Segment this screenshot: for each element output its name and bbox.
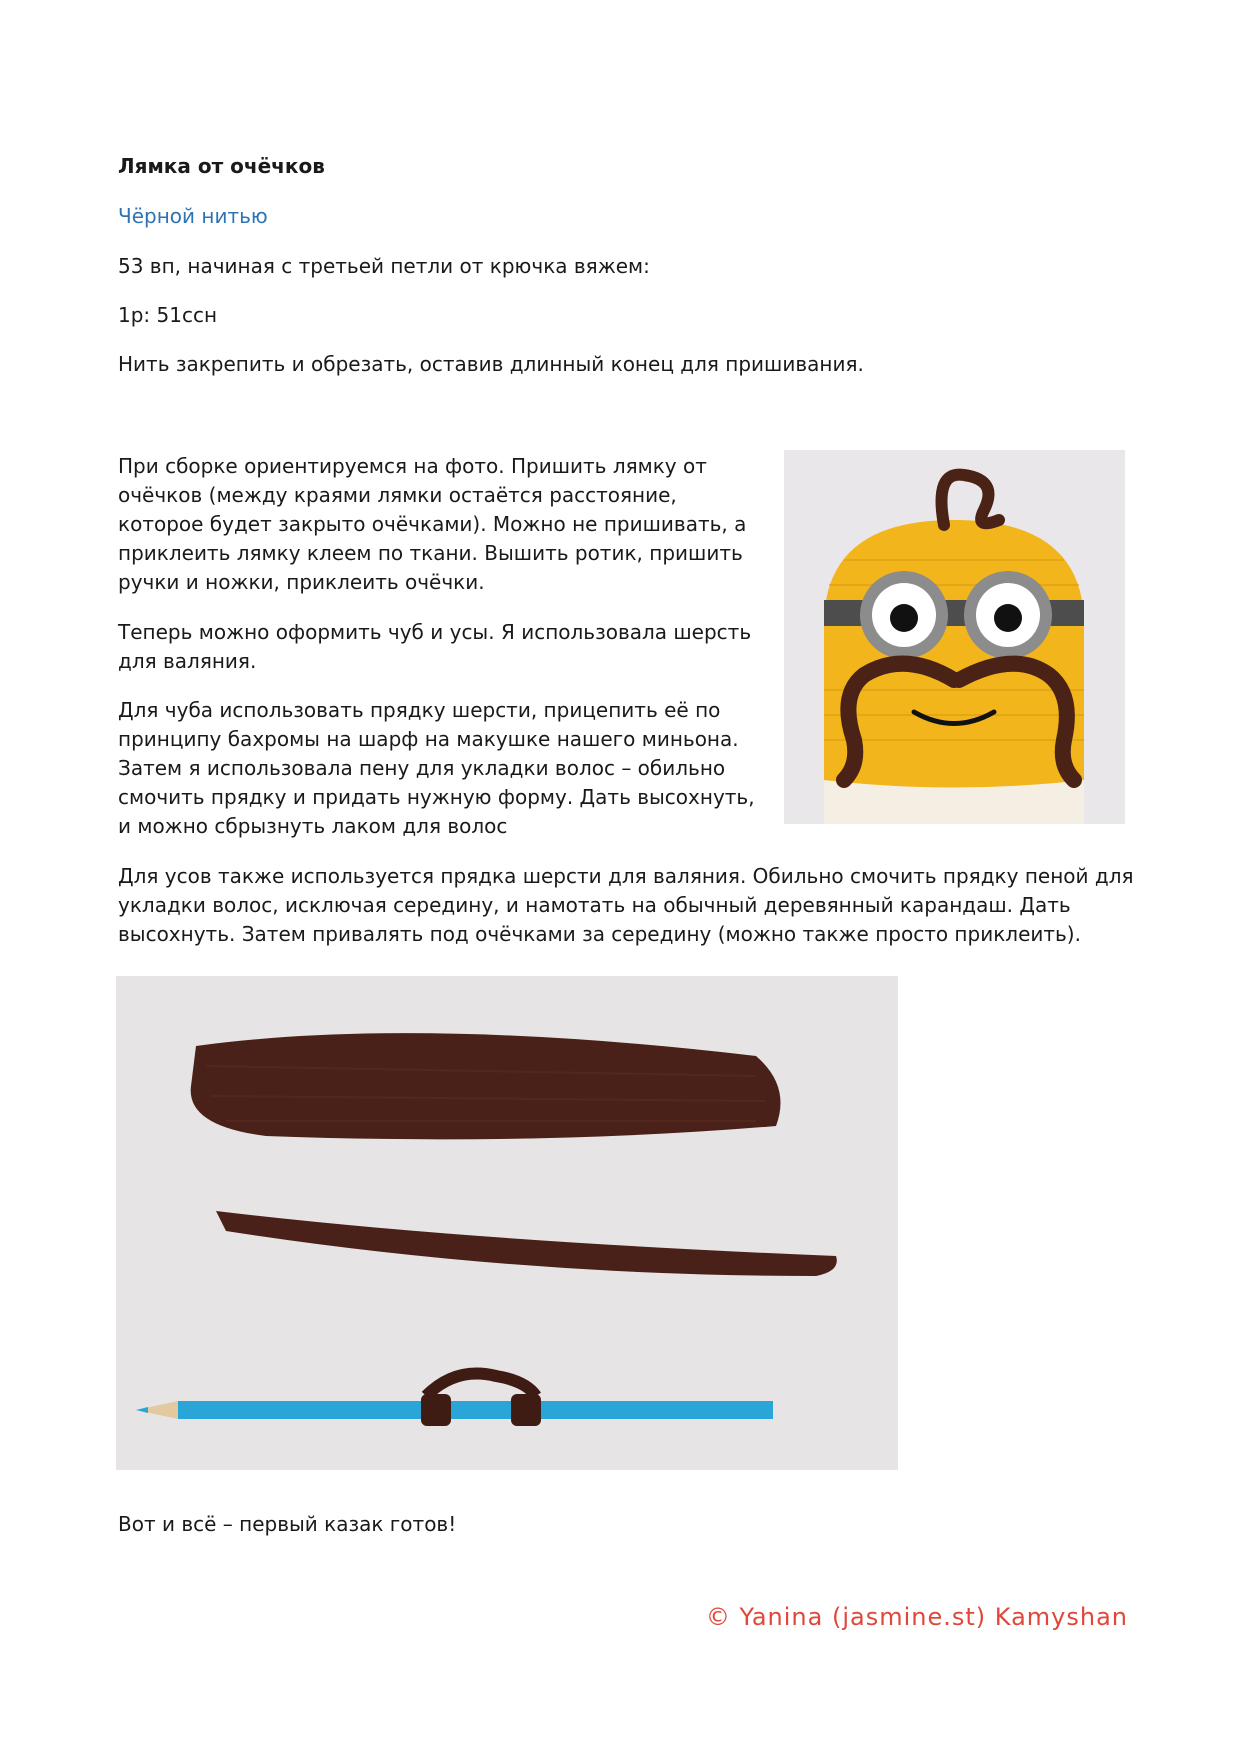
paragraph-assembly: При сборке ориентируемся на фото. Пришить лямку от очёчков (между краями лямки остаётся расстояние, которое будет закрыто очёчками). Можно не пришивать, а приклеить лямку клеем по ткани. Вышить ротик, пришить ручки и ножки, приклеить очёчки. [118,454,747,594]
paragraph-mustache: Для усов также используется прядка шерсти для валяния. Обильно смочить прядку пеной для укладки волос, исключая середину, и намотать на обычный деревянный карандаш. Дать высохнуть. Затем привалять под очёчками за середину (можно также просто приклеить). [118,864,1134,946]
wool-photo [116,976,898,1470]
thread-color-note: Чёрной нитью [118,204,268,228]
paragraph-forelock: Для чуба использовать прядку шерсти, прицепить её по принципу бахромы на шарф на макушке нашего миньона. Затем я использовала пену для укладки волос – обильно смочить прядку и придать нужную форму. Дать высохнуть, и можно сбрызнуть лаком для волос [118,698,755,838]
paragraph-finish: Нить закрепить и обрезать, оставив длинный конец для пришивания. [118,352,864,376]
paragraph-row-1: 1р: 51ссн [118,303,218,327]
paragraph-forelock-intro: Теперь можно оформить чуб и усы. Я использовала шерсть для валяния. [118,620,752,673]
minion-photo [784,450,1125,824]
section-heading: Лямка от очёчков [118,154,325,178]
closing-line: Вот и всё – первый казак готов! [118,1512,457,1536]
copyright-footer: © Yanina (jasmine.st) Kamyshan [705,1603,1128,1631]
paragraph-chain: 53 вп, начиная с третьей петли от крючка вяжем: [118,254,650,278]
